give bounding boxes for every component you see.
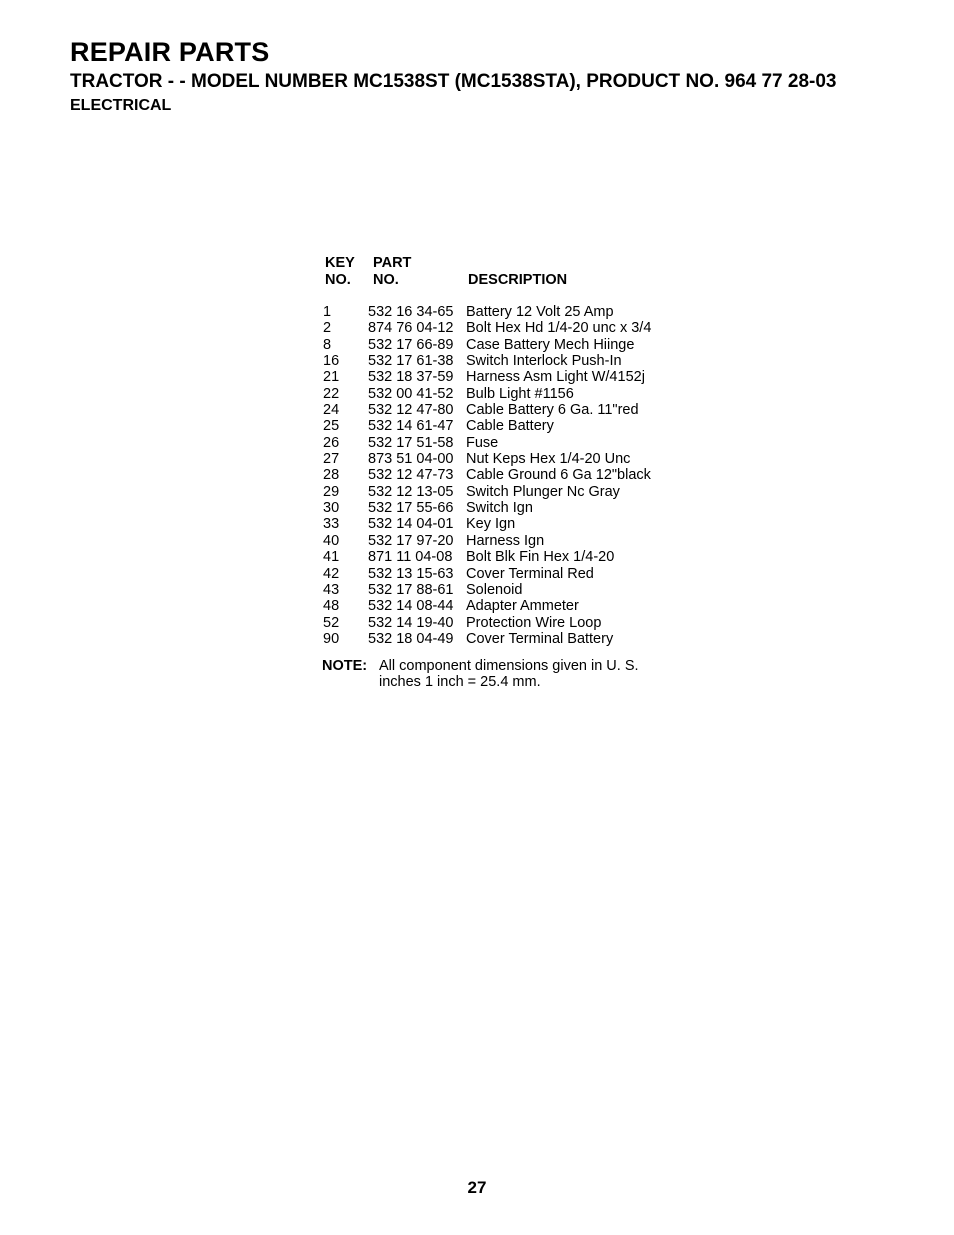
table-row <box>322 386 702 402</box>
table-row <box>322 467 702 483</box>
description-cell: Nut Keps Hex 1/4-20 Unc <box>466 451 631 468</box>
table-row <box>322 353 702 369</box>
description-cell: Battery 12 Volt 25 Amp <box>466 304 614 320</box>
description-cell: Cable Ground 6 Ga 12"black <box>466 467 651 484</box>
table-row <box>322 337 702 353</box>
table-row <box>322 304 702 320</box>
part-header-line2: NO. <box>373 272 399 288</box>
table-row <box>322 320 702 336</box>
part-no-cell: 871 11 04-08 <box>368 549 453 566</box>
table-row <box>322 566 702 582</box>
table-row <box>322 516 702 532</box>
part-no-cell: 532 12 47-73 <box>368 467 454 484</box>
description-cell: Switch Ign <box>466 500 533 517</box>
part-no-cell: 532 14 08-44 <box>368 598 454 615</box>
part-no-cell: 532 16 34-65 <box>368 304 454 320</box>
key-no-cell: 1 <box>323 304 332 320</box>
table-row <box>322 484 702 500</box>
table-row <box>322 500 702 516</box>
part-no-cell: 532 17 66-89 <box>368 336 454 353</box>
table-row <box>322 631 702 647</box>
table-row <box>322 582 702 598</box>
key-header-line2: NO. <box>325 272 351 288</box>
key-no-cell: 48 <box>323 598 340 615</box>
description-cell: Harness Asm Light W/4152j <box>466 369 645 386</box>
part-no-cell: 532 14 19-40 <box>368 614 454 631</box>
table-row <box>322 451 702 467</box>
key-no-cell: 41 <box>323 549 340 566</box>
part-no-cell: 532 17 97-20 <box>368 532 454 549</box>
note-line-1: All component dimensions given in U. S. <box>379 658 639 675</box>
key-no-cell: 42 <box>323 565 340 582</box>
page-title: REPAIR PARTS <box>70 37 270 67</box>
key-no-cell: 33 <box>323 516 340 533</box>
description-cell: Harness Ign <box>466 532 545 549</box>
description-cell: Fuse <box>466 434 499 451</box>
table-row <box>322 549 702 565</box>
key-no-cell: 25 <box>323 418 340 435</box>
key-no-cell: 29 <box>323 483 340 500</box>
description-cell: Bolt Blk Fin Hex 1/4-20 <box>466 549 615 566</box>
description-cell: Key Ign <box>466 516 516 533</box>
section-heading: ELECTRICAL <box>70 97 172 114</box>
part-no-cell: 532 14 61-47 <box>368 418 454 435</box>
description-cell: Switch Plunger Nc Gray <box>466 483 620 500</box>
description-cell: Cable Battery 6 Ga. 11"red <box>466 402 639 419</box>
description-cell: Bolt Hex Hd 1/4-20 unc x 3/4 <box>466 320 652 337</box>
description-cell: Bulb Light #1156 <box>466 385 574 402</box>
parts-list-header <box>322 255 702 291</box>
key-no-cell: 21 <box>323 369 340 386</box>
part-no-cell: 532 12 13-05 <box>368 483 454 500</box>
model-subtitle: TRACTOR - - MODEL NUMBER MC1538ST (MC1538STA), PRODUCT NO. 964 77 28-03 <box>70 71 837 92</box>
description-cell: Solenoid <box>466 581 523 598</box>
part-no-cell: 532 12 47-80 <box>368 402 454 419</box>
key-no-cell: 40 <box>323 532 340 549</box>
key-header-line1: KEY <box>325 255 355 271</box>
table-row <box>322 435 702 451</box>
part-no-cell: 532 17 88-61 <box>368 581 454 598</box>
key-no-cell: 26 <box>323 434 340 451</box>
table-row <box>322 402 702 418</box>
key-no-cell: 27 <box>323 451 340 468</box>
key-no-cell: 8 <box>323 336 332 353</box>
part-no-cell: 532 17 51-58 <box>368 434 454 451</box>
part-no-cell: 532 17 55-66 <box>368 500 454 517</box>
table-row <box>322 418 702 434</box>
note <box>322 658 702 692</box>
part-no-cell: 532 18 04-49 <box>368 630 454 647</box>
parts-rows <box>322 304 702 647</box>
part-no-cell: 532 14 04-01 <box>368 516 454 533</box>
key-no-cell: 16 <box>323 353 340 370</box>
part-no-cell: 874 76 04-12 <box>368 320 454 337</box>
part-no-cell: 873 51 04-00 <box>368 451 454 468</box>
note-label: NOTE: <box>322 658 368 675</box>
key-no-cell: 28 <box>323 467 340 484</box>
note-text <box>379 658 679 690</box>
part-no-cell: 532 18 37-59 <box>368 369 454 386</box>
key-no-cell: 43 <box>323 581 340 598</box>
description-cell: Case Battery Mech Hiinge <box>466 336 635 353</box>
part-no-cell: 532 00 41-52 <box>368 385 454 402</box>
description-cell: Cover Terminal Red <box>466 565 594 582</box>
page-number: 27 <box>467 1178 487 1197</box>
table-row <box>322 615 702 631</box>
description-cell: Switch Interlock Push-In <box>466 353 622 370</box>
description-cell: Adapter Ammeter <box>466 598 579 615</box>
description-header: DESCRIPTION <box>468 272 568 288</box>
page-header <box>70 34 940 118</box>
part-header-line1: PART <box>373 255 412 271</box>
key-no-cell: 24 <box>323 402 340 419</box>
description-cell: Cable Battery <box>466 418 554 435</box>
part-no-cell: 532 13 15-63 <box>368 565 454 582</box>
key-no-cell: 90 <box>323 630 340 647</box>
description-cell: Protection Wire Loop <box>466 614 602 631</box>
key-no-cell: 2 <box>323 320 332 337</box>
table-row <box>322 533 702 549</box>
parts-list <box>322 255 702 692</box>
table-row <box>322 598 702 614</box>
key-no-cell: 22 <box>323 385 340 402</box>
table-row <box>322 369 702 385</box>
note-line-2: inches 1 inch = 25.4 mm. <box>379 674 541 691</box>
key-no-cell: 30 <box>323 500 340 517</box>
key-no-cell: 52 <box>323 614 340 631</box>
description-cell: Cover Terminal Battery <box>466 630 614 647</box>
part-no-cell: 532 17 61-38 <box>368 353 454 370</box>
